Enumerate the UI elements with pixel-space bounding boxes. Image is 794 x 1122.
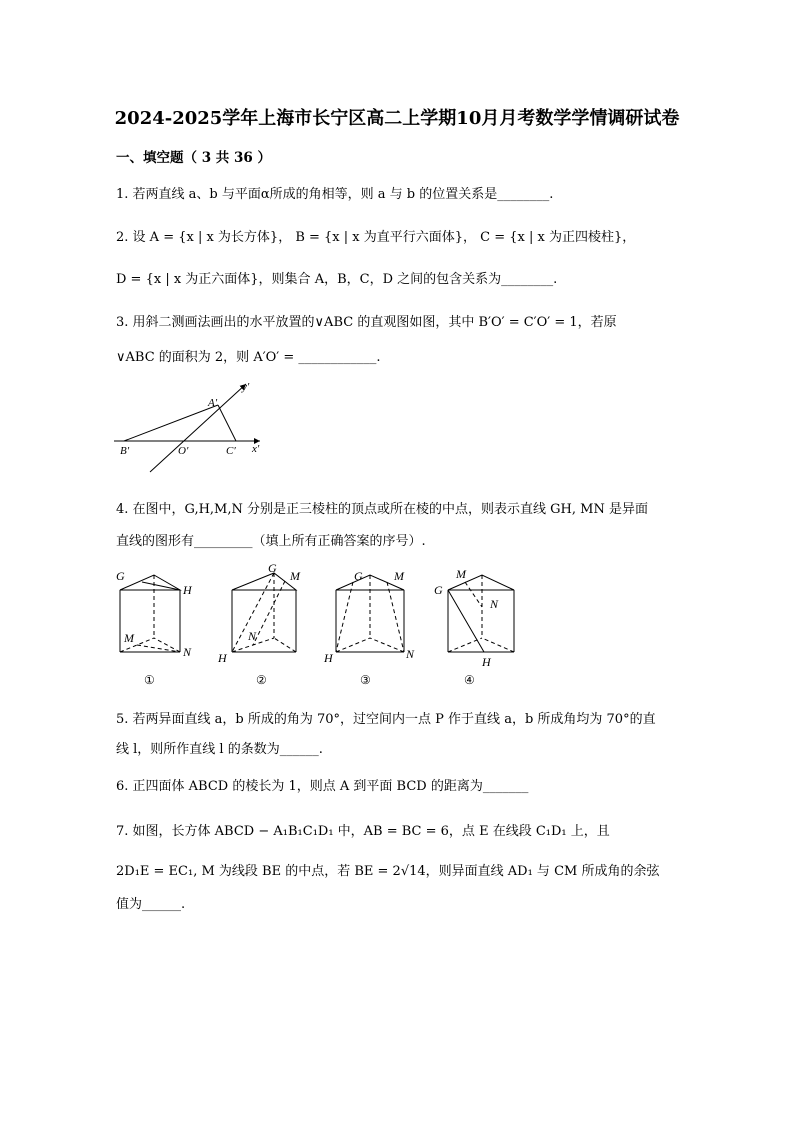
p1-label-h: H bbox=[183, 583, 192, 597]
section-heading: 一、填空题（ 3 共 36 ） bbox=[116, 150, 271, 166]
label-a: A′ bbox=[208, 397, 218, 409]
p2-label-m: M bbox=[290, 569, 300, 583]
question-3-line-1: 3. 用斜二测画法画出的水平放置的∨ABC 的直观图如图，其中 B′O′ = C′O′ = 1，若原 bbox=[116, 315, 617, 330]
label-c: C′ bbox=[226, 445, 236, 457]
question-2-line-2: D = {x | x 为正六面体}，则集合 A，B，C，D 之间的包含关系为________. bbox=[116, 272, 558, 287]
prism-figures bbox=[108, 562, 528, 690]
p3-label-n: N bbox=[406, 647, 415, 661]
prism-2 bbox=[232, 573, 296, 652]
p1-label-n: N bbox=[183, 645, 192, 659]
p4-index: ④ bbox=[464, 673, 475, 687]
question-7-line-2: 2D₁E = EC₁, M 为线段 BE 的中点，若 BE = 2√14，则异面直线 AD₁ 与 CM 所成角的余弦 bbox=[116, 864, 660, 879]
page-title: 2024-2025学年上海市长宁区高二上学期10月月考数学学情调研试卷 bbox=[114, 108, 680, 129]
prism-3 bbox=[336, 575, 404, 652]
label-x: x′ bbox=[252, 443, 260, 455]
p2-label-h: H bbox=[218, 651, 227, 665]
y-axis bbox=[150, 384, 246, 472]
p2-label-g: G bbox=[268, 562, 277, 575]
p1-label-m: M bbox=[124, 631, 134, 645]
p1-label-g: G bbox=[116, 569, 125, 583]
segment-ac bbox=[218, 405, 236, 441]
question-4-line-2: 直线的图形有_________（填上所有正确答案的序号）. bbox=[116, 534, 426, 549]
prism-4 bbox=[448, 575, 514, 652]
p2-index: ② bbox=[256, 673, 267, 687]
question-4-line-1: 4. 在图中，G,H,M,N 分别是正三棱柱的顶点或所在棱的中点，则表示直线 GH, MN 是异面 bbox=[116, 502, 648, 517]
p1-index: ① bbox=[144, 673, 155, 687]
question-7-line-3: 值为______. bbox=[116, 897, 186, 912]
p4-label-g: G bbox=[434, 583, 443, 597]
question-3-line-2: ∨ABC 的面积为 2，则 A′O′ = ____________. bbox=[116, 350, 381, 365]
question-1: 1. 若两直线 a、b 与平面α所成的角相等，则 a 与 b 的位置关系是________. bbox=[116, 187, 554, 202]
p3-label-m: M bbox=[394, 569, 404, 583]
p2-label-n: N bbox=[248, 629, 257, 643]
label-y: y′ bbox=[242, 381, 250, 393]
p4-label-n: N bbox=[490, 597, 499, 611]
question-6: 6. 正四面体 ABCD 的棱长为 1，则点 A 到平面 BCD 的距离为_______ bbox=[116, 779, 529, 794]
p3-label-g: G bbox=[354, 569, 363, 583]
question-2-line-1: 2. 设 A = {x | x 为长方体}， B = {x | x 为直平行六面体}， C = {x | x 为正四棱柱}， bbox=[116, 230, 636, 245]
p3-label-h: H bbox=[324, 651, 333, 665]
label-o: O′ bbox=[178, 445, 189, 457]
p3-index: ③ bbox=[360, 673, 371, 687]
oblique-projection-figure bbox=[110, 378, 270, 474]
label-b: B′ bbox=[120, 445, 130, 457]
question-5-line-2: 线 l，则所作直线 l 的条数为______. bbox=[116, 742, 323, 757]
question-7-line-1: 7. 如图，长方体 ABCD − A₁B₁C₁D₁ 中，AB = BC = 6，点 E 在线段 C₁D₁ 上，且 bbox=[116, 824, 610, 839]
question-5-line-1: 5. 若两异面直线 a，b 所成的角为 70°，过空间内一点 P 作于直线 a，b 所成角均为 70°的直 bbox=[116, 712, 656, 727]
p4-label-m: M bbox=[456, 567, 466, 581]
p4-label-h: H bbox=[482, 655, 491, 669]
